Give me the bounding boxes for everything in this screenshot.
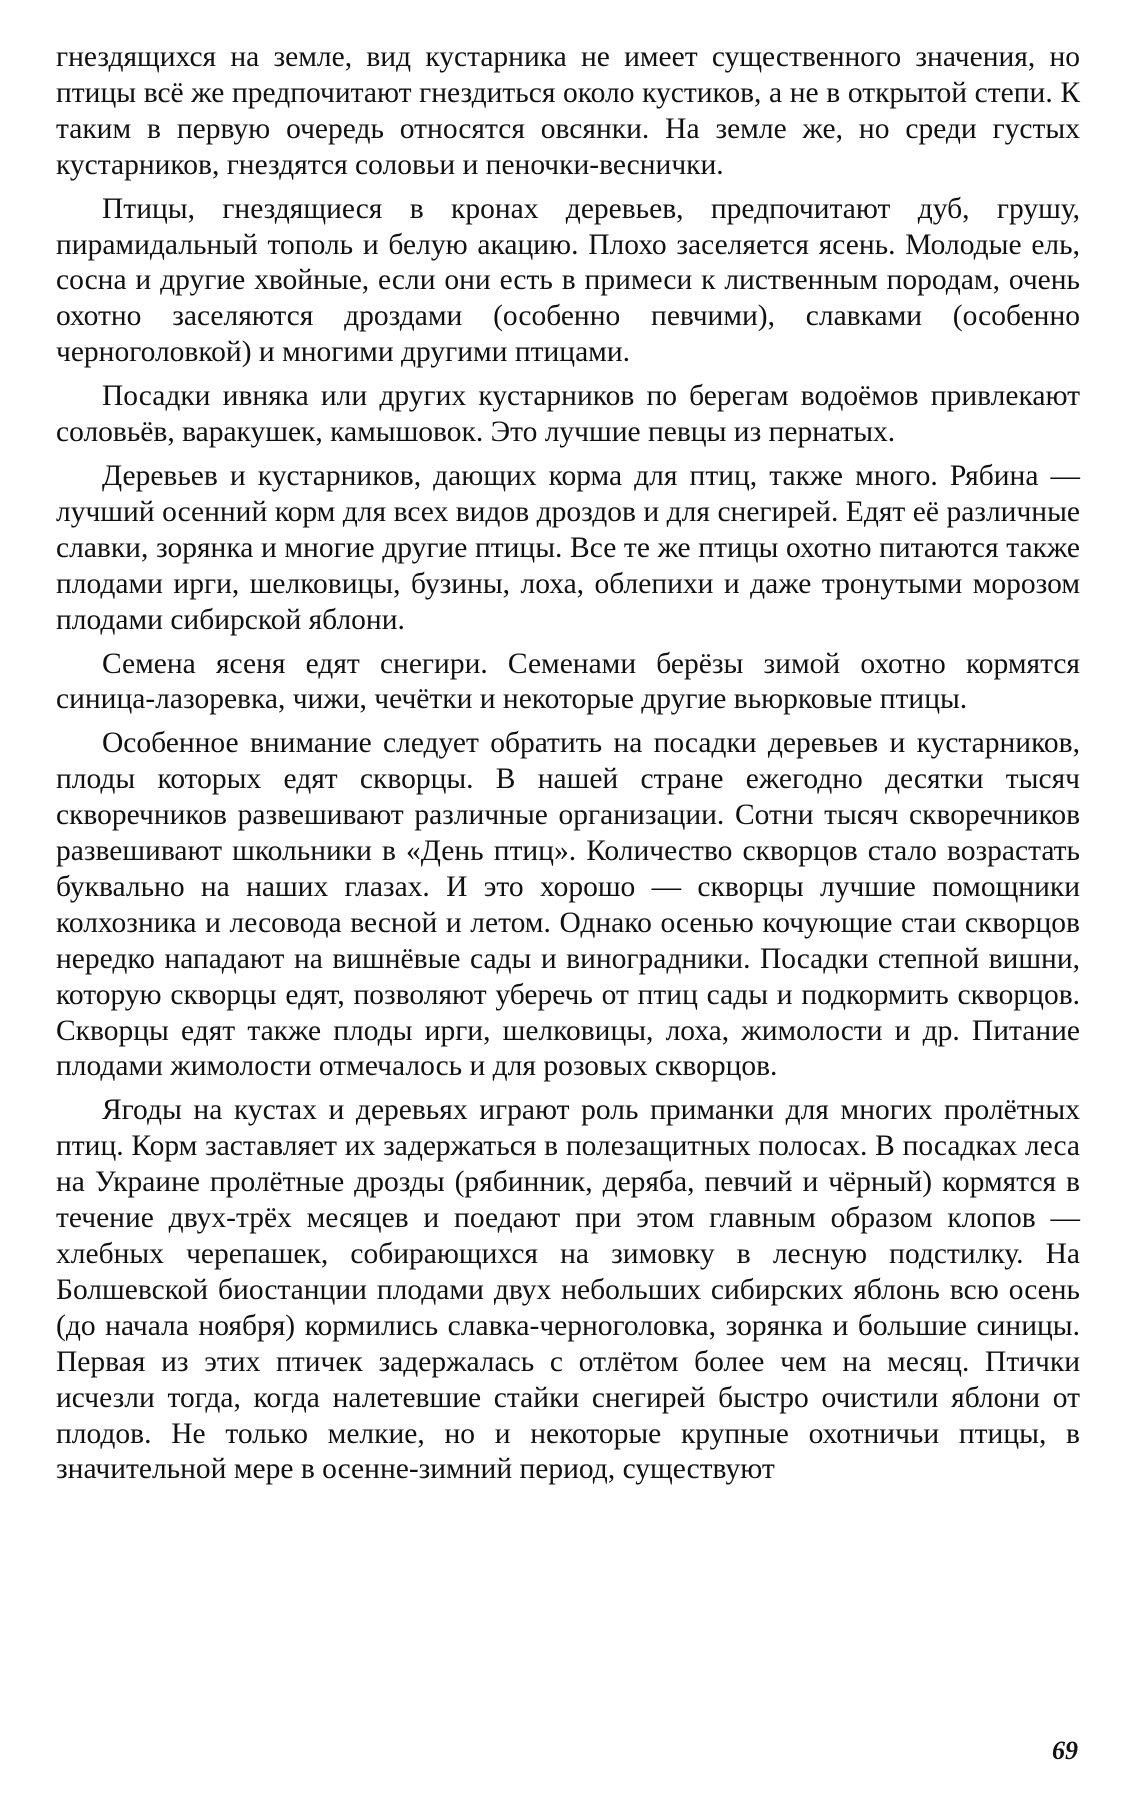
paragraph: Семена ясеня едят снегири. Семенами берёзы зимой охотно кормятся синица-лазоревка, чижи, чечётки и некоторые другие вьюрковые птицы. xyxy=(56,647,1080,716)
paragraph-continued: гнездящихся на земле, вид кустарника не имеет существенного значения, но птицы всё же предпочитают гнездиться около кустиков, а не в открытой степи. К таким в первую очередь относятся овсянки. На земле же, но среди густых кустарников, гнездятся соловьи и пеночки-веснички. xyxy=(56,41,1080,181)
paragraph: Деревьев и кустарников, дающих корма для птиц, также много. Рябина — лучший осенний корм для всех видов дроздов и для снегирей. Едят её различные славки, зорянка и многие другие птицы. Все те же птицы охотно питаются также плодами ирги, шелковицы, бузины, лоха, облепихи и даже тронутыми морозом плодами сибирской яблони. xyxy=(56,459,1080,636)
paragraph: Птицы, гнездящиеся в кронах деревьев, предпочитают дуб, грушу, пирамидальный тополь и белую акацию. Плохо заселяется ясень. Молодые ель, сосна и другие хвойные, если они есть в примеси к лиственным породам, очень охотно заселяются дроздами (особенно певчими), славками (особенно черноголовкой) и многими другими птицами. xyxy=(56,192,1080,369)
body-text xyxy=(56,40,1080,1496)
page-number: 69 xyxy=(1052,1736,1078,1765)
paragraph: Посадки ивняка или других кустарников по берегам водоёмов привлекают соловьёв, варакушек, камышовок. Это лучшие певцы из пернатых. xyxy=(56,380,1080,449)
paragraph: Ягоды на кустах и деревьях играют роль приманки для многих пролётных птиц. Корм заставляет их задержаться в полезащитных полосах. В посадках леса на Украине пролётные дрозды (рябинник, деряба, певчий и чёрный) кормятся в течение двух-трёх месяцев и поедают при этом главным образом клопов — хлебных черепашек, собирающихся на зимовку в лесную подстилку. На Болшевской биостанции плодами двух небольших сибирских яблонь всю осень (до начала ноября) кормились славка-черноголовка, зорянка и большие синицы. Первая из этих птичек задержалась с отлётом более чем на месяц. Птички исчезли тогда, когда налетевшие стайки снегирей быстро очистили яблони от плодов. Не только мелкие, но и некоторые крупные охотничьи птицы, в значительной мере в осенне-зимний период, существуют xyxy=(56,1094,1080,1486)
paragraph: Особенное внимание следует обратить на посадки деревьев и кустарников, плоды которых едят скворцы. В нашей стране ежегодно десятки тысяч скворечников развешивают различные организации. Сотни тысяч скворечников развешивают школьники в «День птиц». Количество скворцов стало возрастать буквально на наших глазах. И это хорошо — скворцы лучшие помощники колхозника и лесовода весной и летом. Однако осенью кочующие стаи скворцов нередко нападают на вишнёвые сады и виноградники. Посадки степной вишни, которую скворцы едят, позволяют уберечь от птиц сады и подкормить скворцов. Скворцы едят также плоды ирги, шелковицы, лоха, жимолости и др. Питание плодами жимолости отмечалось и для розовых скворцов. xyxy=(56,727,1080,1083)
